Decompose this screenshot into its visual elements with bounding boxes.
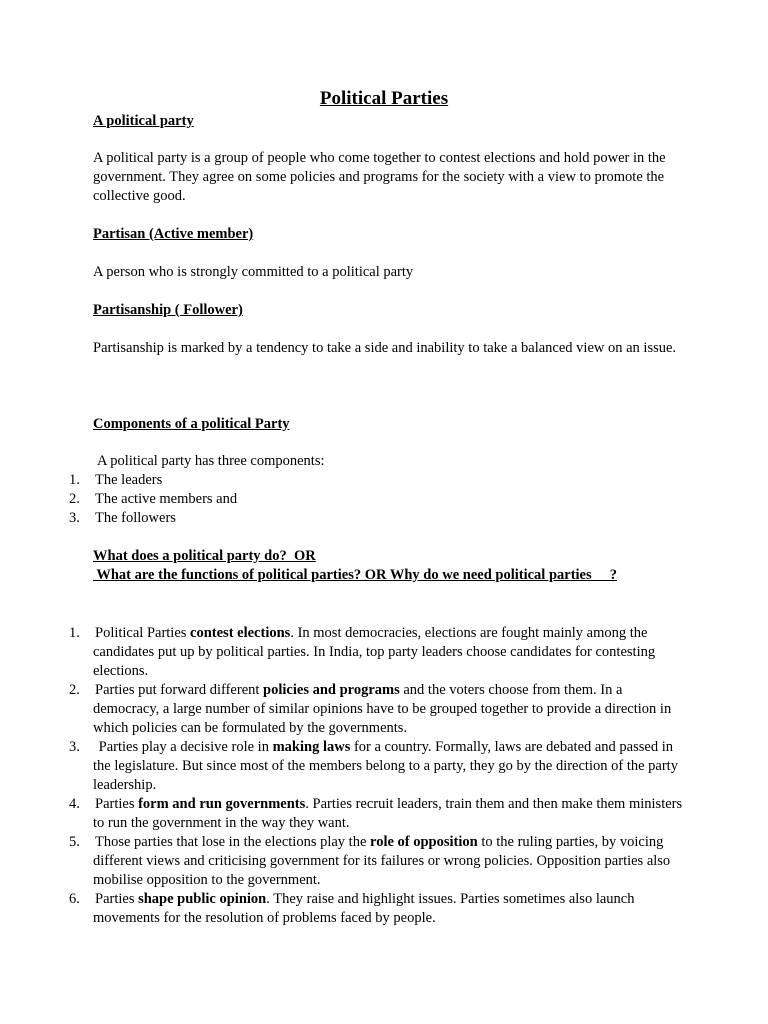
components-intro: A political party has three components:: [97, 453, 325, 469]
item-text-before: Those parties that lose in the elections play the: [95, 834, 371, 850]
item-text-before: Parties put forward different: [95, 682, 264, 698]
paragraph-partisanship: [93, 339, 683, 358]
item-text-after: and the voters choose from them. In a democracy, a large number of similar opinions have to be grouped together to provide a direction in which policies can be formulated by the governments.: [93, 682, 672, 736]
heading-functions-line2: What are the functions of political parties? OR Why do we need political parties ?: [93, 567, 618, 583]
list-item-text: The followers: [95, 510, 176, 526]
item-text-before: Political Parties: [95, 625, 191, 641]
list-marker: 5.: [69, 834, 80, 850]
page-title: Political Parties: [319, 88, 449, 109]
list-marker: 2.: [69, 682, 80, 698]
list-item: [0, 490, 685, 509]
list-item: [0, 833, 683, 890]
list-marker: 3.: [69, 739, 80, 755]
list-marker: 1.: [69, 625, 80, 641]
item-text-after: to the ruling parties, by voicing different views and criticising government for its failures or wrong policies. Opposition parties also mobilise opposition to the government.: [93, 834, 671, 888]
item-text-after: . Parties recruit leaders, train them and then make them ministers to run the government in the way they want.: [93, 796, 683, 831]
list-marker: 6.: [69, 891, 80, 907]
heading-political-party: A political party: [93, 113, 194, 129]
section-partisan: [93, 225, 683, 244]
components-intro-block: [97, 452, 687, 471]
item-text-bold: form and run governments: [138, 796, 306, 812]
list-item: [0, 681, 683, 738]
item-text-after: . They raise and highlight issues. Parties sometimes also launch movements for the resolution of problems faced by people.: [93, 891, 635, 926]
list-item: [0, 795, 683, 833]
list-marker: 2.: [69, 491, 80, 507]
item-text-bold: policies and programs: [263, 682, 400, 698]
item-text-before: Parties play a decisive role in: [95, 739, 273, 755]
item-text-bold: making laws: [272, 739, 351, 755]
section-political-party: [93, 112, 683, 131]
heading-components: Components of a political Party: [93, 416, 290, 432]
heading-partisan: Partisan (Active member): [93, 226, 254, 242]
section-components: [93, 415, 683, 434]
heading-functions-line1: What does a political party do? OR: [93, 548, 316, 564]
list-marker: 1.: [69, 472, 80, 488]
list-item: [0, 471, 685, 490]
partisanship-text: Partisanship is marked by a tendency to take a side and inability to take a balanced view on an issue.: [93, 340, 677, 356]
item-text-bold: contest elections: [190, 625, 291, 641]
list-item: [0, 509, 685, 528]
paragraph-partisan: [93, 263, 683, 282]
item-text-bold: role of opposition: [370, 834, 478, 850]
heading-partisanship: Partisanship ( Follower): [93, 302, 243, 318]
list-item-text: The leaders: [95, 472, 163, 488]
item-text-after: for a country. Formally, laws are debated and passed in the legislature. But since most of the members belong to a party, they go by the direction of the party leadership.: [93, 739, 678, 793]
paragraph-political-party: [93, 149, 683, 206]
section-partisanship: [93, 301, 683, 320]
list-item: [0, 624, 683, 681]
list-marker: 4.: [69, 796, 80, 812]
item-text-after: . In most democracies, elections are fought mainly among the candidates put up by political parties. In India, top party leaders choose candidates for contesting elections.: [93, 625, 656, 679]
functions-list: [0, 624, 768, 928]
list-marker: 3.: [69, 510, 80, 526]
partisan-text: A person who is strongly committed to a political party: [93, 264, 414, 280]
section-functions: [93, 547, 693, 585]
list-item: [0, 738, 683, 795]
definition-text: A political party is a group of people who come together to contest elections and hold power in the government. They agree on some policies and programs for the society with a view to promote the collective good.: [93, 150, 666, 204]
components-list: [0, 471, 768, 528]
item-text-before: Parties: [95, 796, 139, 812]
list-item: [0, 890, 683, 928]
list-item-text: The active members and: [95, 491, 238, 507]
item-text-before: Parties: [95, 891, 139, 907]
item-text-bold: shape public opinion: [138, 891, 267, 907]
